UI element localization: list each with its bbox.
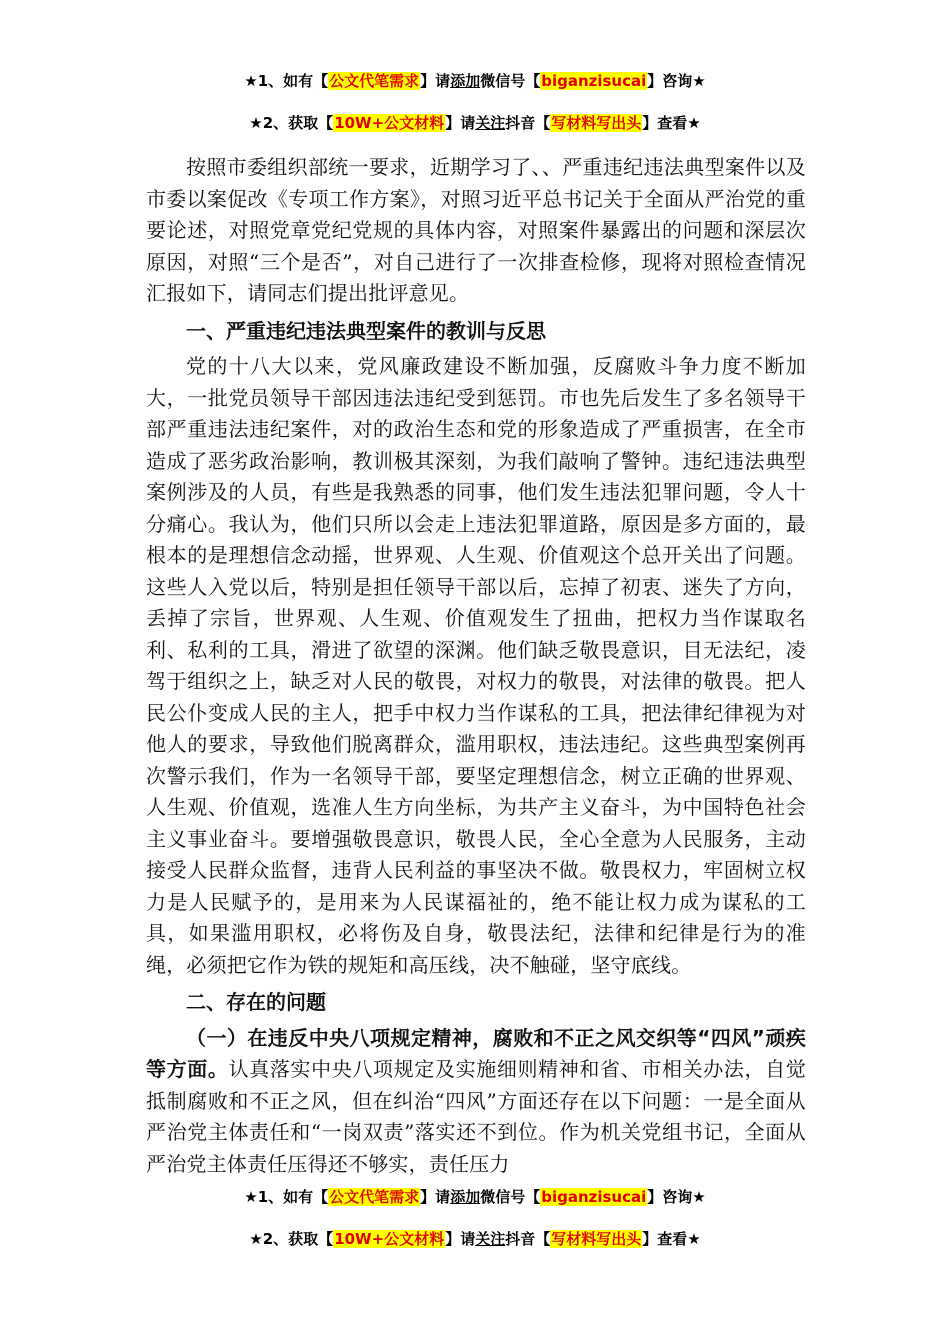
highlight-materials: 10W+公文材料 (334, 114, 445, 132)
banner-text: 】请 (420, 72, 451, 90)
banner-text: 】查看★ (642, 1230, 701, 1248)
section-1-paragraph: 党的十八大以来，党风廉政建设不断加强，反腐败斗争力度不断加大，一批党员领导干部因违法违纪受到惩罚。市也先后发生了多名领导干部严重违法违纪案件，对的政治生态和党的形象造成了严重损害，在全市造成了恶劣政治影响，教训极其深刻，为我们敲响了警钟。违纪违法典型案例涉及的人员，有些是我熟悉的同事，他们发生违法犯罪问题，令人十分痛心。我认为，他们只所以会走上违法犯罪道路，原因是多方面的，最根本的是理想信念动摇，世界观、人生观、价值观这个总开关出了问题。这些人入党以后，特别是担任领导干部以后，忘掉了初衷、迷失了方向，丢掉了宗旨，世界观、人生观、价值观发生了扭曲，把权力当作谋取名利、私利的工具，滑进了欲望的深渊。他们缺乏敬畏意识，目无法纪，凌驾于组织之上，缺乏对人民的敬畏，对权力的敬畏，对法律的敬畏。把人民公仆变成人民的主人，把手中权力当作谋私的工具，把法律纪律视为对他人的要求，导致他们脱离群众，滥用职权，违法违纪。这些典型案例再次警示我们，作为一名领导干部，要坚定理想信念，树立正确的世界观、人生观、价值观，选准人生方向坐标，为共产主义奋斗，为中国特色社会主义事业奋斗。要增强敬畏意识，敬畏人民，全心全意为人民服务，主动接受人民群众监督，违背人民利益的事坚决不做。敬畏权力，牢固树立权力是人民赋予的，是用来为人民谋福祉的，绝不能让权力成为谋私的工具，如果滥用职权，必将伤及自身，敬畏法纪，法律和纪律是行为的准绳，必须把它作为铁的规矩和高压线，决不触碰，坚守底线。 (146, 354, 806, 977)
highlight-service: 公文代笔需求 (329, 72, 420, 90)
highlight-douyin-account: 写材料写出头 (551, 114, 642, 132)
highlight-douyin-account: 写材料写出头 (551, 1230, 642, 1248)
highlight-service: 公文代笔需求 (329, 1188, 420, 1206)
promo-banner-footer-line-1 (0, 1186, 950, 1207)
promo-banner-line-1 (0, 70, 950, 91)
subsection-body: 认真落实中央八项规定及实施细则精神和省、市相关办法，自觉抵制腐败和不正之风，但在纠治“四风”方面还存在以下问题：一是全面从严治党主体责任和“一岗双责”落实还不到位。作为机关党组书记，全面从严治党主体责任压得还不够实，责任压力 (146, 1057, 806, 1176)
highlight-wechat-id: biganzisucai (541, 72, 647, 90)
banner-text: 】查看★ (642, 114, 701, 132)
banner-text: 微信号【 (480, 1188, 541, 1206)
banner-text: 】请 (445, 114, 476, 132)
document-body (146, 152, 806, 1180)
promo-banner-line-2 (0, 112, 950, 133)
promo-banner-footer-line-2 (0, 1228, 950, 1249)
intro-paragraph: 按照市委组织部统一要求，近期学习了、、严重违纪违法典型案件以及市委以案促改《专项工作方案》，对照习近平总书记关于全面从严治党的重要论述，对照党章党纪党规的具体内容，对照案件暴露出的问题和深层次原因，对照“三个是否”，对自己进行了一次排查检修，现将对照检查情况汇报如下，请同志们提出批评意见。 (146, 155, 806, 305)
section-heading-2: 二、存在的问题 (186, 990, 326, 1014)
banner-text: 抖音【 (505, 114, 551, 132)
section-2-paragraph (146, 1023, 806, 1181)
highlight-materials: 10W+公文材料 (334, 1230, 445, 1248)
section-heading-1: 一、严重违纪违法典型案件的教训与反思 (186, 318, 546, 343)
banner-text: 】请 (420, 1188, 451, 1206)
banner-text: 抖音【 (505, 1230, 551, 1248)
banner-text: 】咨询★ (647, 72, 706, 90)
banner-text: 】咨询★ (647, 1188, 706, 1206)
banner-text: ★1、如有【 (244, 72, 329, 90)
banner-underlined-text: 关注 (475, 1230, 506, 1248)
banner-text: ★1、如有【 (244, 1188, 329, 1206)
subsection-lead: （一）在违反中央八项规定精神，腐败和不正之风交织等“四风”顽疾等方面。 (146, 1025, 806, 1081)
banner-text: ★2、获取【 (249, 1230, 334, 1248)
banner-text: ★2、获取【 (249, 114, 334, 132)
banner-text: 】请 (445, 1230, 476, 1248)
banner-underlined-text: 添加 (450, 1188, 481, 1206)
highlight-wechat-id: biganzisucai (541, 1188, 647, 1206)
banner-underlined-text: 添加 (450, 72, 481, 90)
banner-text: 微信号【 (480, 72, 541, 90)
banner-underlined-text: 关注 (475, 114, 506, 132)
